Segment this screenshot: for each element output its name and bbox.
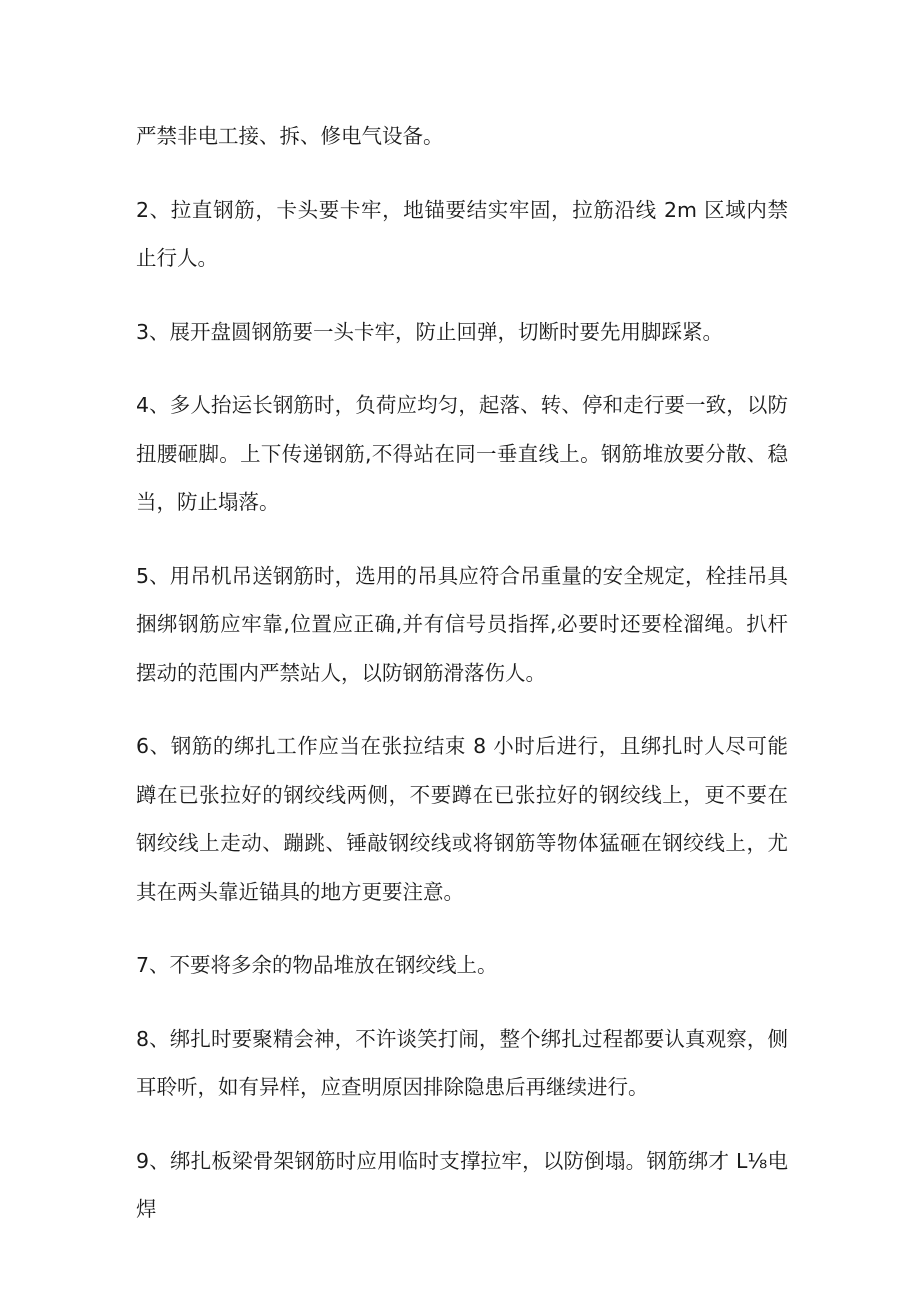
paragraph-4: 4、多人抬运长钢筋时，负荷应均匀，起落、转、停和走行要一致，以防扭腰砸脚。上下传递钢筋,不得站在同一垂直线上。钢筋堆放要分散、稳当，防止塌落。 xyxy=(136,393,788,514)
paragraph-8: 8、绑扎时要聚精会神，不许谈笑打闹，整个绑扎过程都要认真观察，侧耳聆听，如有异样，应查明原因排除隐患后再继续进行。 xyxy=(136,1026,788,1099)
paragraph-3: 3、展开盘圆钢筋要一头卡牢，防止回弹，切断时要先用脚踩紧。 xyxy=(136,319,724,344)
paragraph-5: 5、用吊机吊送钢筋时，选用的吊具应符合吊重量的安全规定，栓挂吊具捆绑钢筋应牢靠,位置应正确,并有信号员指挥,必要时还要栓溜绳。扒杆摆动的范围内严禁站人，以防钢筋滑落伤人。 xyxy=(136,563,788,685)
paragraph-1: 严禁非电工接、拆、修电气设备。 xyxy=(136,124,444,148)
document-body xyxy=(136,112,788,1259)
paragraph-7: 7、不要将多余的物品堆放在钢绞线上。 xyxy=(136,953,498,977)
paragraph-9: 9、绑扎板梁骨架钢筋时应用临时支撑拉牢，以防倒塌。钢筋绑才 L⅛电焊 xyxy=(136,1148,788,1221)
paragraph-6: 6、钢筋的绑扎工作应当在张拉结束 8 小时后进行，且绑扎时人尽可能蹲在已张拉好的钢绞线两侧，不要蹲在已张拉好的钢绞线上，更不要在钢绞线上走动、蹦跳、锤敲钢绞线或将钢筋等物体猛砸在钢绞线上，尤其在两头靠近锚具的地方更要注意。 xyxy=(136,734,788,904)
paragraph-2: 2、拉直钢筋，卡头要卡牢，地锚要结实牢固，拉筋沿线 2m 区域内禁止行人。 xyxy=(136,197,788,270)
